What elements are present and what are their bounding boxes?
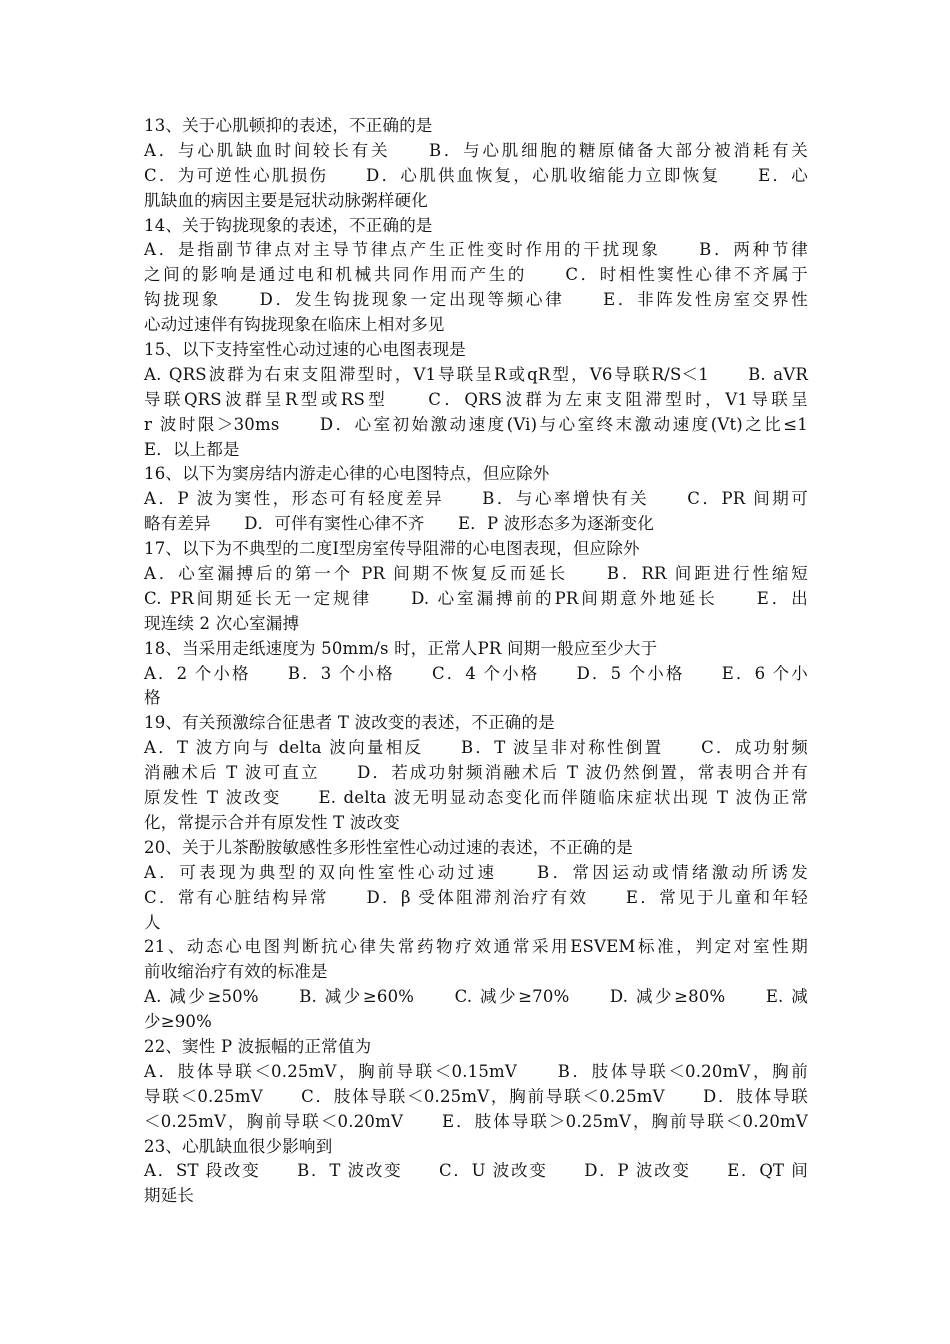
text-line: 格	[144, 688, 161, 708]
text-line: 导联QRS波群呈R型或RS型 C．QRS波群为左束支阻滞型时，V1导联呈	[144, 389, 808, 409]
text-line: A．P 波为窦性，形态可有轻度差异 B．与心率增快有关 C．PR 间期可	[144, 489, 808, 509]
text-line: 23、心肌缺血很少影响到	[144, 1136, 333, 1156]
text-line: A．2 个小格 B．3 个小格 C．4 个小格 D．5 个小格 E．6 个小	[144, 663, 808, 683]
text-line: 现连续 2 次心室漏搏	[144, 613, 300, 633]
text-line: E．以上都是	[144, 439, 240, 459]
text-line: C．为可逆性心肌损伤 D．心肌供血恢复，心肌收缩能力立即恢复 E．心	[144, 165, 808, 185]
text-line: 14、关于钩拢现象的表述，不正确的是	[144, 215, 433, 235]
text-line: C. PR间期延长无一定规律 D. 心室漏搏前的PR间期意外地延长 E．出	[144, 588, 808, 608]
text-line: 22、窦性 P 波振幅的正常值为	[144, 1036, 372, 1056]
text-line: 20、关于儿茶酚胺敏感性多形性室性心动过速的表述，不正确的是	[144, 837, 633, 857]
text-line: 原发性 T 波改变 E. delta 波无明显动态变化而伴随临床症状出现 T 波伪正常	[144, 788, 808, 808]
text-line: 之间的影响是通过电和机械共同作用而产生的 C．时相性窦性心律不齐属于	[144, 265, 808, 285]
text-line: A．是指副节律点对主导节律点产生正性变时作用的干扰现象 B．两种节律	[144, 240, 808, 260]
text-line: 肌缺血的病因主要是冠状动脉粥样硬化	[144, 190, 428, 210]
text-line: 化，常提示合并有原发性 T 波改变	[144, 812, 400, 832]
text-line: 18、当采用走纸速度为 50mm/s 时，正常人PR 间期一般应至少大于	[144, 638, 658, 658]
text-line: A．可表现为典型的双向性室性心动过速 B．常因运动或情绪激动所诱发	[144, 862, 808, 882]
text-line: A．T 波方向与 delta 波向量相反 B．T 波呈非对称性倒置 C．成功射频	[144, 738, 808, 758]
text-line: 消融术后 T 波可直立 D．若成功射频消融术后 T 波仍然倒置，常表明合并有	[144, 763, 808, 783]
text-line: A．心室漏搏后的第一个 PR 间期不恢复反而延长 B．RR 间距进行性缩短	[144, 564, 808, 584]
text-line: A. QRS波群为右束支阻滞型时，V1导联呈R或qR型，V6导联R/S＜1 B. aVR	[144, 364, 808, 384]
text-line: A．与心肌缺血时间较长有关 B．与心肌细胞的糖原储备大部分被消耗有关	[144, 140, 808, 160]
text-line: 导联＜0.25mV C．肢体导联＜0.25mV，胸前导联＜0.25mV D．肢体导联	[144, 1086, 808, 1106]
text-line: A．肢体导联＜0.25mV，胸前导联＜0.15mV B．肢体导联＜0.20mV，胸前	[144, 1061, 808, 1081]
text-line: 心动过速伴有钩拢现象在临床上相对多见	[144, 315, 445, 335]
text-line: 16、以下为窦房结内游走心律的心电图特点，但应除外	[144, 464, 550, 484]
text-line: 19、有关预激综合征患者 T 波改变的表述，不正确的是	[144, 713, 555, 733]
text-line: C．常有心脏结构异常 D．β 受体阻滞剂治疗有效 E．常见于儿童和年轻	[144, 887, 808, 907]
document-body	[144, 114, 808, 1209]
text-line: r 波时限＞30ms D．心室初始激动速度(Vi)与心室终末激动速度(Vt)之比≤1	[144, 414, 808, 434]
text-line: 前收缩治疗有效的标准是	[144, 962, 328, 982]
text-line: 17、以下为不典型的二度Ⅰ型房室传导阻滞的心电图表现，但应除外	[144, 539, 640, 559]
text-line: 期延长	[144, 1186, 195, 1206]
text-line: 略有差异 D．可伴有窦性心律不齐 E．P 波形态多为逐渐变化	[144, 514, 655, 534]
text-line: 13、关于心肌顿抑的表述，不正确的是	[144, 116, 433, 135]
text-line: 21、动态心电图判断抗心律失常药物疗效通常采用ESVEM标准，判定对室性期	[144, 937, 808, 957]
text-line: ＜0.25mV，胸前导联＜0.20mV E．肢体导联＞0.25mV，胸前导联＜0.20mV	[144, 1111, 808, 1131]
text-line: 少≥90%	[144, 1012, 212, 1032]
text-line: 15、以下支持室性心动过速的心电图表现是	[144, 340, 466, 360]
text-line: 钩拢现象 D．发生钩拢现象一定出现等频心律 E．非阵发性房室交界性	[144, 290, 808, 310]
text-line: A．ST 段改变 B．T 波改变 C．U 波改变 D．P 波改变 E．QT 间	[144, 1161, 808, 1181]
text-line: A. 减少≥50% B. 减少≥60% C. 减少≥70% D. 减少≥80% E. 减	[144, 987, 808, 1007]
text-line: 人	[144, 912, 161, 932]
